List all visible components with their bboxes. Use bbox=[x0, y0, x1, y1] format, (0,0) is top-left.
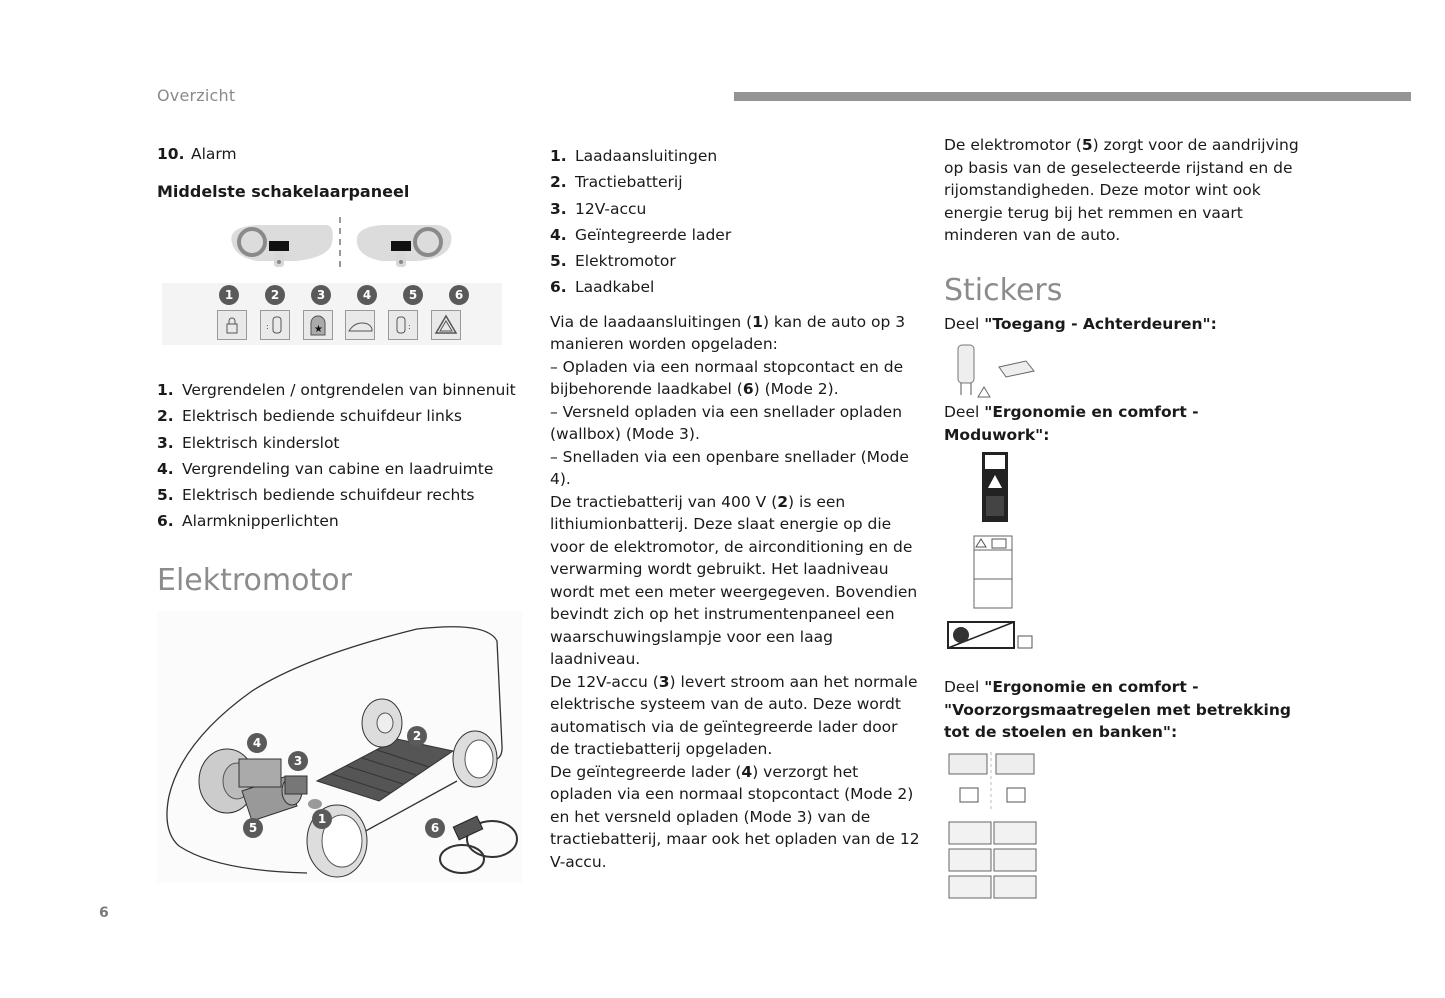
svg-text::: : bbox=[265, 322, 269, 331]
item-label: Laadkabel bbox=[575, 278, 655, 297]
column-1 bbox=[157, 143, 527, 883]
paragraph: De geïntegreerde lader (4) verzorgt het opladen via een normaal stopcontact (Mode 2) en het versneld opladen (Mode 3) van de tractiebatterij, maar ook het opladen van de 12 V-accu. bbox=[550, 762, 920, 871]
sliding-door-right-icon[interactable] bbox=[388, 310, 418, 340]
item-label: Elektrisch kinderslot bbox=[182, 433, 340, 452]
switch-badges bbox=[219, 285, 469, 305]
diagram-badge: 3 bbox=[288, 751, 308, 771]
badge: 4 bbox=[357, 285, 377, 305]
item-number: 4. bbox=[157, 459, 174, 478]
diagram-badge: 4 bbox=[247, 733, 267, 753]
paragraph: De 12V-accu (3) levert stroom aan het normale elektrische systeem van de auto. Deze wordt automatisch via de geïntegreerde lader door de tractiebatterij opgeladen. bbox=[550, 672, 918, 759]
bullet: – Snelladen via een openbare snellader (Mode 4). bbox=[550, 447, 909, 489]
list-item bbox=[157, 456, 527, 482]
list-item bbox=[157, 143, 527, 166]
list-item bbox=[157, 377, 527, 403]
item-number: 2. bbox=[157, 407, 174, 426]
badge: 5 bbox=[403, 285, 423, 305]
sliding-door-left-icon[interactable] bbox=[260, 310, 290, 340]
badge: 6 bbox=[449, 285, 469, 305]
item-number: 6. bbox=[550, 278, 567, 297]
component-list bbox=[550, 143, 920, 301]
item-label: Alarmknipperlichten bbox=[182, 512, 339, 531]
paragraph: De tractiebatterij van 400 V (2) is een lithiumionbatterij. Deze slaat energie op die voor de elektromotor, de airconditioning en de verwarming wordt gebruikt. Het laadniveau wordt met een meter weergegeven. Bovendien bevindt zich op het instrumentenpaneel een waarschuwingslampje voor een laag laadniveau. bbox=[550, 492, 918, 669]
lock-icon[interactable] bbox=[217, 310, 247, 340]
item-number: 10. bbox=[157, 145, 185, 163]
badge: 1 bbox=[219, 285, 239, 305]
item-label: Vergrendelen / ontgrendelen van binnenuit bbox=[182, 381, 516, 399]
item-number: 5. bbox=[157, 486, 174, 505]
item-label: 12V-accu bbox=[575, 199, 647, 218]
item-number: 4. bbox=[550, 225, 567, 244]
sticker-moduwork bbox=[944, 446, 1304, 676]
column-2 bbox=[550, 143, 920, 873]
item-number: 1. bbox=[157, 381, 174, 399]
item-number: 3. bbox=[550, 199, 567, 218]
ev-drivetrain-diagram bbox=[157, 611, 527, 883]
badge: 3 bbox=[311, 285, 331, 305]
list-item bbox=[550, 248, 920, 274]
child-lock-icon[interactable] bbox=[303, 310, 333, 340]
seat-sticker-icons bbox=[944, 752, 1044, 912]
switch-panel-figure bbox=[157, 209, 527, 369]
list-item bbox=[550, 196, 920, 222]
sticker-rear-doors bbox=[944, 335, 1304, 401]
item-label: Alarm bbox=[191, 145, 237, 163]
item-number: 6. bbox=[157, 512, 174, 531]
item-number: 2. bbox=[550, 173, 567, 192]
sticker-seats bbox=[944, 744, 1304, 904]
sticker-part-label: Deel "Toegang - Achterdeuren": bbox=[944, 314, 1217, 333]
item-label: Elektrisch bediende schuifdeur rechts bbox=[182, 486, 475, 505]
item-number: 1. bbox=[550, 147, 567, 165]
list-item bbox=[157, 508, 527, 534]
page-number: 6 bbox=[99, 905, 109, 921]
item-label: Laadaansluitingen bbox=[575, 147, 718, 165]
sticker-part-label: Deel "Ergonomie en comfort - Moduwork": bbox=[944, 403, 1199, 444]
sticker-part-label: Deel "Ergonomie en comfort - "Voorzorgsmaatregelen met betrekking tot de stoelen en banken": bbox=[944, 678, 1292, 741]
header-bar bbox=[734, 92, 1411, 101]
item-label: Geïntegreerde lader bbox=[575, 225, 732, 244]
item-label: Elektrisch bediende schuifdeur links bbox=[182, 407, 462, 426]
switch-buttons bbox=[217, 310, 461, 340]
moduwork-sticker-icons bbox=[944, 446, 1044, 676]
section-header: Overzicht bbox=[157, 86, 236, 105]
subheading: Middelste schakelaarpaneel bbox=[157, 181, 410, 201]
cabin-lock-icon[interactable] bbox=[345, 310, 375, 340]
list-item bbox=[157, 430, 527, 456]
list-item bbox=[550, 143, 920, 169]
diagram-badge: 6 bbox=[425, 818, 445, 838]
diagram-badge: 2 bbox=[407, 726, 427, 746]
list-item bbox=[550, 274, 920, 300]
item-number: 5. bbox=[550, 252, 567, 271]
van-outline bbox=[157, 611, 522, 883]
svg-text:★: ★ bbox=[313, 324, 323, 335]
switch-legend-list bbox=[157, 377, 527, 535]
section-title-elektromotor: Elektromotor bbox=[157, 562, 352, 598]
item-label: Vergrendeling van cabine en laadruimte bbox=[182, 459, 494, 478]
list-item bbox=[550, 169, 920, 195]
paragraph: De elektromotor (5) zorgt voor de aandrijving op basis van de geselecteerde rijstand en de rijomstandigheden. Deze motor wint ook energie terug bij het remmen en vaart minderen van de auto. bbox=[944, 136, 1299, 244]
list-item bbox=[157, 482, 527, 508]
charging-text bbox=[550, 311, 920, 874]
hazard-warning-icon[interactable] bbox=[431, 310, 461, 340]
column-3 bbox=[944, 134, 1304, 904]
diagram-badge: 5 bbox=[243, 818, 263, 838]
svg-text::: : bbox=[408, 322, 411, 331]
paragraph: Via de laadaansluitingen (1) kan de auto op 3 manieren worden opgeladen: bbox=[550, 312, 906, 354]
rear-door-sticker-icon bbox=[944, 339, 1044, 401]
bullet: – Opladen via een normaal stopcontact en de bijbehorende laadkabel (6) (Mode 2). bbox=[550, 357, 904, 399]
section-title-stickers: Stickers bbox=[944, 272, 1063, 308]
item-label: Tractiebatterij bbox=[575, 173, 683, 192]
item-number: 3. bbox=[157, 433, 174, 452]
item-label: Elektromotor bbox=[575, 252, 676, 271]
bullet: – Versneld opladen via een snellader opladen (wallbox) (Mode 3). bbox=[550, 402, 903, 444]
list-item bbox=[157, 403, 527, 429]
badge: 2 bbox=[265, 285, 285, 305]
list-item bbox=[550, 222, 920, 248]
diagram-badge: 1 bbox=[312, 809, 332, 829]
